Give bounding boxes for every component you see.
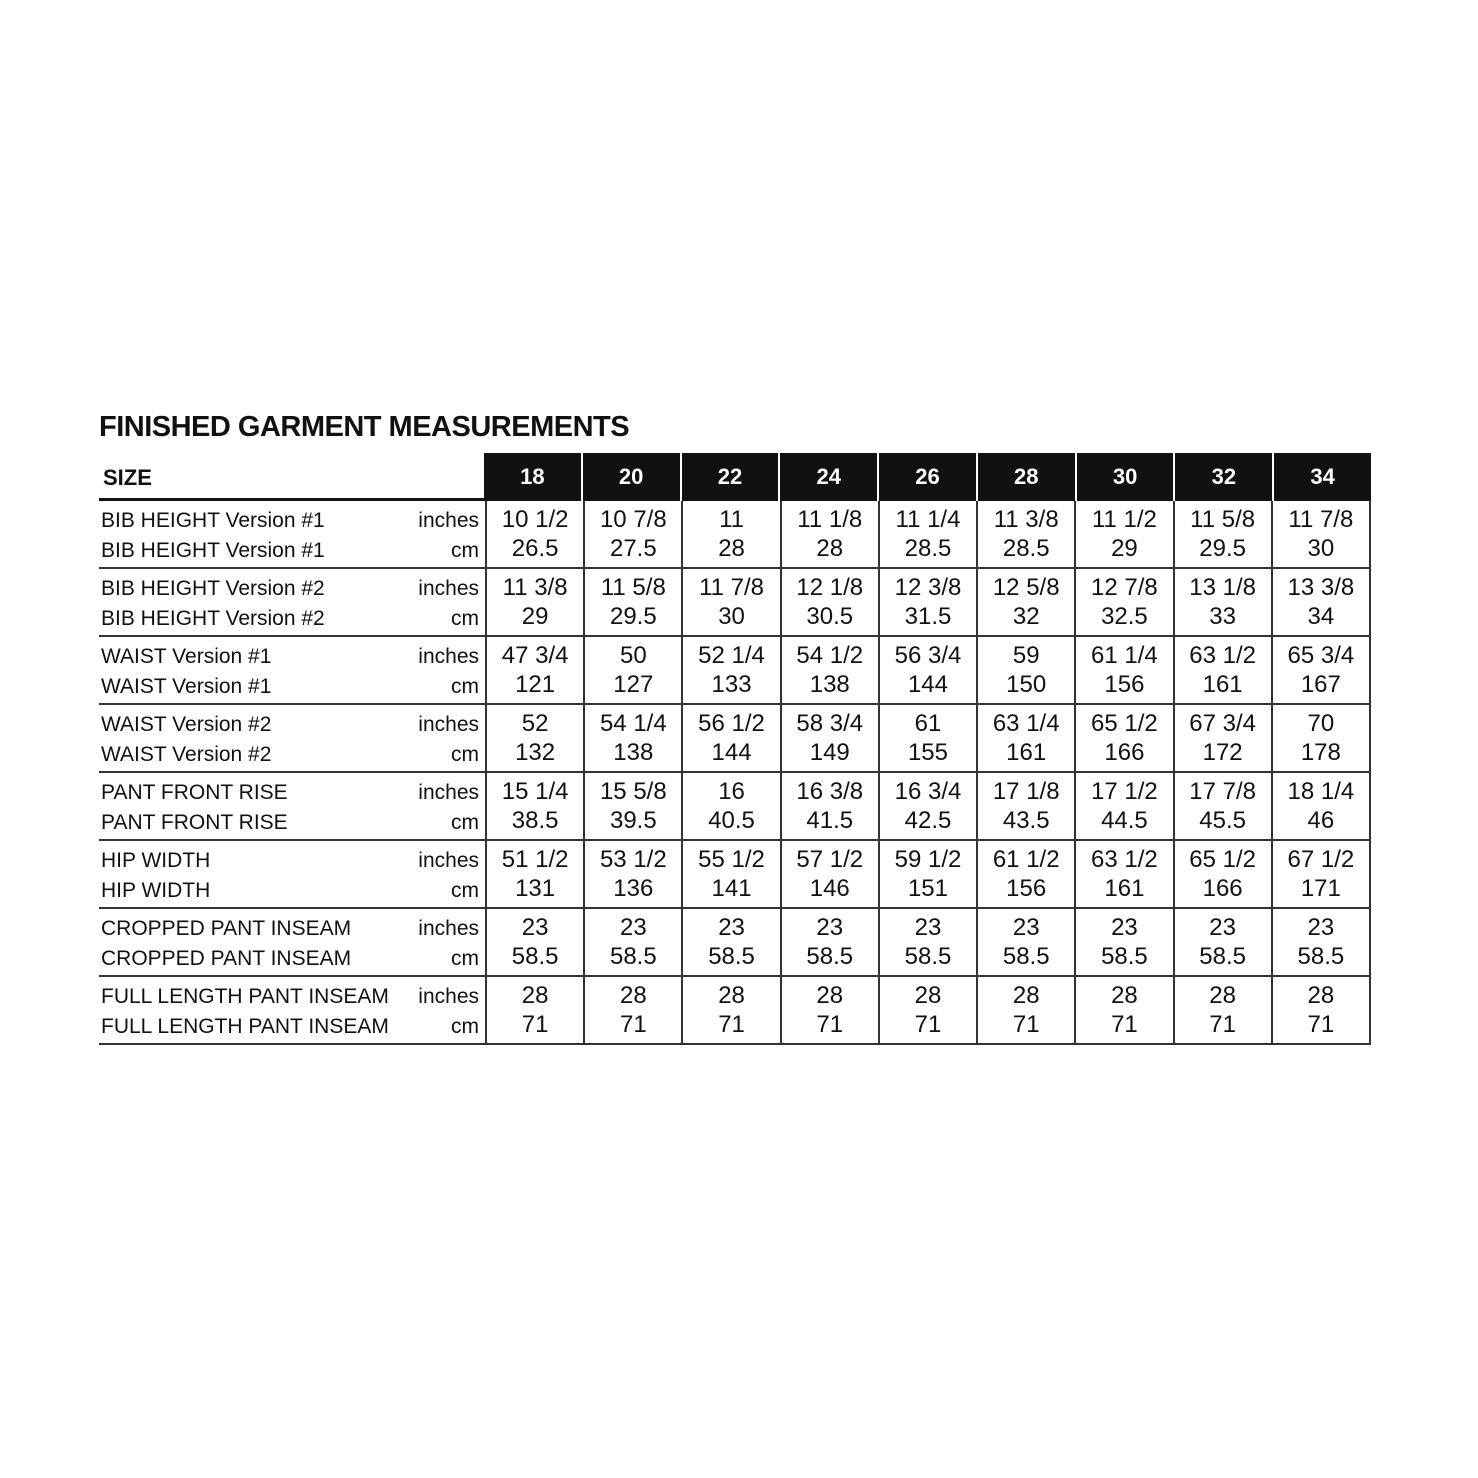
table-row: [99, 773, 1371, 841]
table-row: [99, 501, 1371, 569]
value-cm: 144: [711, 739, 752, 766]
table-cell: [878, 501, 976, 567]
value-cm: 44.5: [1101, 807, 1148, 834]
value-cm: 71: [1209, 1011, 1236, 1038]
value-inches: 10 1/2: [501, 506, 569, 533]
value-cm: 155: [907, 739, 948, 766]
value-inches: 23: [1111, 914, 1138, 941]
value-inches: 52 1/4: [698, 642, 765, 669]
size-header-cell: 30: [1075, 453, 1174, 501]
value-cm: 144: [907, 671, 948, 698]
table-cell: [878, 705, 976, 771]
value-cm: 71: [914, 1011, 942, 1038]
unit-cm: cm: [451, 811, 479, 834]
value-inches: 12 3/8: [894, 574, 962, 601]
value-cm: 136: [613, 875, 654, 902]
measurement-name-inches: CROPPED PANT INSEAM: [101, 917, 352, 940]
value-inches: 17 1/8: [992, 778, 1060, 805]
value-cm: 151: [907, 875, 948, 902]
value-inches: 23: [619, 914, 647, 941]
measurement-name-inches: BIB HEIGHT Version #2: [101, 577, 325, 600]
value-cm: 178: [1300, 739, 1341, 766]
value-cm: 58.5: [511, 943, 559, 970]
table-row: [99, 909, 1371, 977]
table-cell: [1074, 773, 1172, 839]
table-cell: [1173, 569, 1271, 635]
value-cm: 43.5: [1002, 807, 1050, 834]
table-cell: [780, 705, 878, 771]
table-cell: [1074, 841, 1172, 907]
row-label: [99, 637, 485, 703]
row-label: [99, 569, 485, 635]
measurement-name-cm: PANT FRONT RISE: [101, 811, 288, 834]
table-cell: [1173, 501, 1271, 567]
value-cm: 166: [1104, 739, 1145, 766]
unit-inches: inches: [418, 985, 479, 1008]
value-inches: 11 5/8: [1190, 506, 1256, 533]
value-inches: 28: [914, 982, 942, 1009]
value-inches: 61 1/2: [992, 846, 1060, 873]
value-inches: 23: [1012, 914, 1040, 941]
value-cm: 29.5: [1199, 535, 1246, 562]
value-inches: 11 1/8: [797, 506, 863, 533]
measurement-rows: [99, 501, 1371, 1045]
value-inches: 55 1/2: [698, 846, 765, 873]
value-cm: 28.5: [904, 535, 952, 562]
value-cm: 71: [619, 1011, 647, 1038]
table-cell: [780, 977, 878, 1043]
value-cm: 31.5: [904, 603, 952, 630]
value-inches: 11 1/4: [895, 506, 961, 533]
row-cells: [485, 569, 1371, 635]
value-cm: 58.5: [904, 943, 952, 970]
row-cells: [485, 705, 1371, 771]
value-inches: 11 1/2: [1091, 506, 1157, 533]
table-cell: [780, 841, 878, 907]
unit-cm: cm: [451, 675, 479, 698]
table-row: [99, 841, 1371, 909]
table-cell: [681, 501, 779, 567]
value-cm: 149: [809, 739, 850, 766]
value-inches: 67 3/4: [1189, 710, 1256, 737]
value-inches: 11 5/8: [600, 574, 666, 601]
value-cm: 131: [515, 875, 556, 902]
value-cm: 28.5: [1002, 535, 1050, 562]
value-inches: 28: [816, 982, 844, 1009]
size-header-cell: 20: [581, 453, 680, 501]
unit-cm: cm: [451, 743, 479, 766]
value-cm: 121: [515, 671, 556, 698]
value-inches: 10 7/8: [599, 506, 667, 533]
value-inches: 17 7/8: [1189, 778, 1256, 805]
size-header-cell: 22: [680, 453, 779, 501]
value-inches: 63 1/4: [992, 710, 1060, 737]
row-cells: [485, 773, 1371, 839]
value-inches: 12 5/8: [992, 574, 1060, 601]
value-cm: 30: [718, 603, 745, 630]
value-cm: 132: [515, 739, 556, 766]
row-label: [99, 773, 485, 839]
value-cm: 71: [1012, 1011, 1040, 1038]
value-inches: 28: [1209, 982, 1236, 1009]
value-cm: 41.5: [806, 807, 854, 834]
table-cell: [976, 977, 1074, 1043]
measurement-name-inches: WAIST Version #1: [101, 645, 272, 668]
value-inches: 28: [1111, 982, 1138, 1009]
table-cell: [583, 773, 681, 839]
value-inches: 23: [718, 914, 745, 941]
table-cell: [1173, 773, 1271, 839]
size-label: SIZE: [103, 465, 152, 490]
table-cell: [583, 501, 681, 567]
unit-cm: cm: [451, 539, 479, 562]
table-cell: [1074, 501, 1172, 567]
value-cm: 58.5: [1002, 943, 1050, 970]
measurement-name-inches: BIB HEIGHT Version #1: [101, 509, 325, 532]
unit-cm: cm: [451, 879, 479, 902]
value-inches: 16 3/8: [796, 778, 864, 805]
table-row: [99, 637, 1371, 705]
table-cell: [681, 909, 779, 975]
value-cm: 42.5: [904, 807, 952, 834]
row-cells: [485, 501, 1371, 567]
value-inches: 51 1/2: [501, 846, 569, 873]
table-cell: [487, 569, 583, 635]
table-cell: [583, 637, 681, 703]
value-cm: 32.5: [1101, 603, 1148, 630]
value-inches: 53 1/2: [599, 846, 667, 873]
value-inches: 17 1/2: [1091, 778, 1158, 805]
size-header-cell: 34: [1272, 453, 1371, 501]
measurement-name-inches: WAIST Version #2: [101, 713, 272, 736]
table-cell: [976, 773, 1074, 839]
row-cells: [485, 841, 1371, 907]
size-header-cell: 24: [778, 453, 877, 501]
row-cells: [485, 909, 1371, 975]
table-cell: [583, 977, 681, 1043]
table-cell: [1271, 977, 1369, 1043]
size-header-cell: 28: [976, 453, 1075, 501]
row-label: [99, 841, 485, 907]
value-inches: 70: [1307, 710, 1335, 737]
table-cell: [1173, 705, 1271, 771]
size-header-cells: [484, 453, 1371, 501]
value-cm: 40.5: [708, 807, 755, 834]
measurement-name-cm: WAIST Version #1: [101, 675, 272, 698]
table-cell: [878, 977, 976, 1043]
table-cell: [1074, 909, 1172, 975]
value-cm: 161: [1006, 739, 1047, 766]
measurement-name-cm: HIP WIDTH: [101, 879, 211, 902]
table-cell: [1271, 909, 1369, 975]
measurement-name-cm: BIB HEIGHT Version #1: [101, 539, 325, 562]
table-row: [99, 977, 1371, 1045]
value-cm: 34: [1307, 603, 1335, 630]
value-inches: 16: [718, 778, 745, 805]
value-inches: 54 1/4: [599, 710, 667, 737]
table-cell: [487, 773, 583, 839]
measurement-name-cm: WAIST Version #2: [101, 743, 272, 766]
table-cell: [1173, 909, 1271, 975]
table-cell: [1074, 637, 1172, 703]
table-cell: [1074, 705, 1172, 771]
value-inches: 56 1/2: [698, 710, 765, 737]
value-cm: 26.5: [511, 535, 559, 562]
value-inches: 63 1/2: [1091, 846, 1158, 873]
value-inches: 28: [619, 982, 647, 1009]
table-cell: [878, 773, 976, 839]
table-cell: [1173, 841, 1271, 907]
value-cm: 138: [809, 671, 850, 698]
value-inches: 18 1/4: [1287, 778, 1355, 805]
table-cell: [681, 705, 779, 771]
table-cell: [487, 501, 583, 567]
unit-inches: inches: [418, 645, 479, 668]
value-inches: 23: [816, 914, 844, 941]
table-cell: [1074, 569, 1172, 635]
value-cm: 138: [613, 739, 654, 766]
value-inches: 50: [619, 642, 647, 669]
value-inches: 23: [521, 914, 549, 941]
value-cm: 29.5: [609, 603, 657, 630]
value-cm: 127: [613, 671, 654, 698]
table-cell: [1271, 501, 1369, 567]
unit-inches: inches: [418, 509, 479, 532]
value-inches: 65 1/2: [1091, 710, 1158, 737]
value-inches: 23: [914, 914, 942, 941]
table-cell: [681, 637, 779, 703]
table-cell: [976, 501, 1074, 567]
measurement-name-inches: PANT FRONT RISE: [101, 781, 288, 804]
value-cm: 71: [718, 1011, 745, 1038]
value-inches: 12 7/8: [1091, 574, 1158, 601]
value-inches: 67 1/2: [1287, 846, 1355, 873]
value-inches: 57 1/2: [796, 846, 864, 873]
table-cell: [976, 569, 1074, 635]
size-header-row: [99, 453, 1371, 501]
value-cm: 58.5: [1101, 943, 1148, 970]
measurement-name-cm: CROPPED PANT INSEAM: [101, 947, 352, 970]
row-label: [99, 909, 485, 975]
value-cm: 71: [1111, 1011, 1138, 1038]
value-cm: 58.5: [1297, 943, 1345, 970]
table-cell: [1271, 569, 1369, 635]
value-cm: 172: [1202, 739, 1243, 766]
value-inches: 59: [1012, 642, 1040, 669]
value-cm: 161: [1104, 875, 1145, 902]
value-inches: 28: [1307, 982, 1335, 1009]
table-cell: [583, 841, 681, 907]
row-label: [99, 705, 485, 771]
value-cm: 58.5: [1199, 943, 1246, 970]
table-cell: [780, 637, 878, 703]
table-cell: [780, 501, 878, 567]
table-cell: [1271, 705, 1369, 771]
table-cell: [1074, 977, 1172, 1043]
table-cell: [681, 569, 779, 635]
value-inches: 56 3/4: [894, 642, 962, 669]
size-header-cell: 18: [520, 464, 545, 489]
size-header-cell: 26: [877, 453, 976, 501]
table-cell: [1271, 773, 1369, 839]
table-cell: [681, 977, 779, 1043]
value-inches: 11 3/8: [502, 574, 568, 601]
table-cell: [976, 637, 1074, 703]
measurement-name-cm: FULL LENGTH PANT INSEAM: [101, 1015, 389, 1038]
value-cm: 171: [1300, 875, 1341, 902]
table-cell: [1173, 977, 1271, 1043]
value-cm: 161: [1202, 671, 1243, 698]
table-cell: [878, 841, 976, 907]
table-cell: [780, 773, 878, 839]
value-inches: 11: [719, 506, 744, 533]
table-cell: [1271, 841, 1369, 907]
value-inches: 61: [914, 710, 942, 737]
table-cell: [487, 977, 583, 1043]
value-inches: 54 1/2: [796, 642, 864, 669]
table-cell: [583, 569, 681, 635]
value-cm: 38.5: [511, 807, 559, 834]
value-inches: 47 3/4: [501, 642, 569, 669]
value-cm: 30: [1307, 535, 1335, 562]
table-row: [99, 705, 1371, 773]
value-cm: 30.5: [806, 603, 854, 630]
value-inches: 52: [521, 710, 549, 737]
unit-inches: inches: [418, 781, 479, 804]
row-label: [99, 977, 485, 1043]
table-cell: [976, 841, 1074, 907]
value-cm: 32: [1012, 603, 1040, 630]
measurement-table: [99, 453, 1371, 1045]
table-row: [99, 569, 1371, 637]
row-cells: [485, 637, 1371, 703]
table-cell: [583, 909, 681, 975]
table-cell: [878, 637, 976, 703]
measurement-name-inches: FULL LENGTH PANT INSEAM: [101, 985, 389, 1008]
value-inches: 11 3/8: [993, 506, 1059, 533]
value-cm: 27.5: [609, 535, 657, 562]
value-cm: 166: [1202, 875, 1243, 902]
unit-inches: inches: [418, 577, 479, 600]
value-cm: 156: [1104, 671, 1145, 698]
table-cell: [487, 705, 583, 771]
table-cell: [487, 909, 583, 975]
value-inches: 16 3/4: [894, 778, 962, 805]
table-cell: [487, 841, 583, 907]
value-cm: 167: [1300, 671, 1341, 698]
table-cell: [583, 705, 681, 771]
value-cm: 146: [809, 875, 850, 902]
row-cells: [485, 977, 1371, 1043]
value-inches: 23: [1307, 914, 1335, 941]
value-cm: 33: [1209, 603, 1236, 630]
value-inches: 11 7/8: [699, 574, 765, 601]
table-cell: [1173, 637, 1271, 703]
table-cell: [878, 909, 976, 975]
value-cm: 150: [1006, 671, 1047, 698]
table-cell: [1271, 637, 1369, 703]
value-inches: 59 1/2: [894, 846, 962, 873]
value-inches: 65 3/4: [1287, 642, 1355, 669]
value-inches: 63 1/2: [1189, 642, 1256, 669]
value-inches: 15 1/4: [501, 778, 569, 805]
unit-cm: cm: [451, 1015, 479, 1038]
table-cell: [976, 705, 1074, 771]
value-inches: 23: [1209, 914, 1236, 941]
value-inches: 58 3/4: [796, 710, 864, 737]
value-cm: 133: [711, 671, 752, 698]
value-cm: 28: [718, 535, 745, 562]
row-label: [99, 501, 485, 567]
table-cell: [780, 569, 878, 635]
value-cm: 71: [816, 1011, 844, 1038]
value-inches: 13 1/8: [1189, 574, 1256, 601]
value-cm: 28: [816, 535, 844, 562]
table-cell: [780, 909, 878, 975]
value-inches: 28: [1012, 982, 1040, 1009]
page-title: FINISHED GARMENT MEASUREMENTS: [99, 411, 630, 443]
table-cell: [681, 841, 779, 907]
unit-cm: cm: [451, 607, 479, 630]
size-header-cell: 32: [1173, 453, 1272, 501]
table-cell: [487, 637, 583, 703]
value-inches: 28: [718, 982, 745, 1009]
value-inches: 12 1/8: [796, 574, 864, 601]
value-cm: 39.5: [609, 807, 657, 834]
unit-inches: inches: [418, 713, 479, 736]
value-cm: 58.5: [609, 943, 657, 970]
table-cell: [976, 909, 1074, 975]
value-cm: 156: [1006, 875, 1047, 902]
value-cm: 46: [1307, 807, 1335, 834]
value-cm: 71: [1307, 1011, 1335, 1038]
value-inches: 11 7/8: [1288, 506, 1354, 533]
table-cell: [878, 569, 976, 635]
value-cm: 45.5: [1199, 807, 1246, 834]
value-inches: 61 1/4: [1091, 642, 1158, 669]
value-cm: 71: [521, 1011, 549, 1038]
unit-inches: inches: [418, 849, 479, 872]
unit-cm: cm: [451, 947, 479, 970]
value-cm: 29: [521, 603, 549, 630]
value-cm: 141: [711, 875, 752, 902]
value-cm: 58.5: [708, 943, 755, 970]
unit-inches: inches: [418, 917, 479, 940]
table-cell: [681, 773, 779, 839]
value-inches: 65 1/2: [1189, 846, 1256, 873]
value-inches: 13 3/8: [1287, 574, 1355, 601]
measurement-name-inches: HIP WIDTH: [101, 849, 211, 872]
value-inches: 15 5/8: [599, 778, 667, 805]
value-cm: 58.5: [806, 943, 854, 970]
measurement-name-cm: BIB HEIGHT Version #2: [101, 607, 325, 630]
value-cm: 29: [1111, 535, 1138, 562]
value-inches: 28: [521, 982, 549, 1009]
